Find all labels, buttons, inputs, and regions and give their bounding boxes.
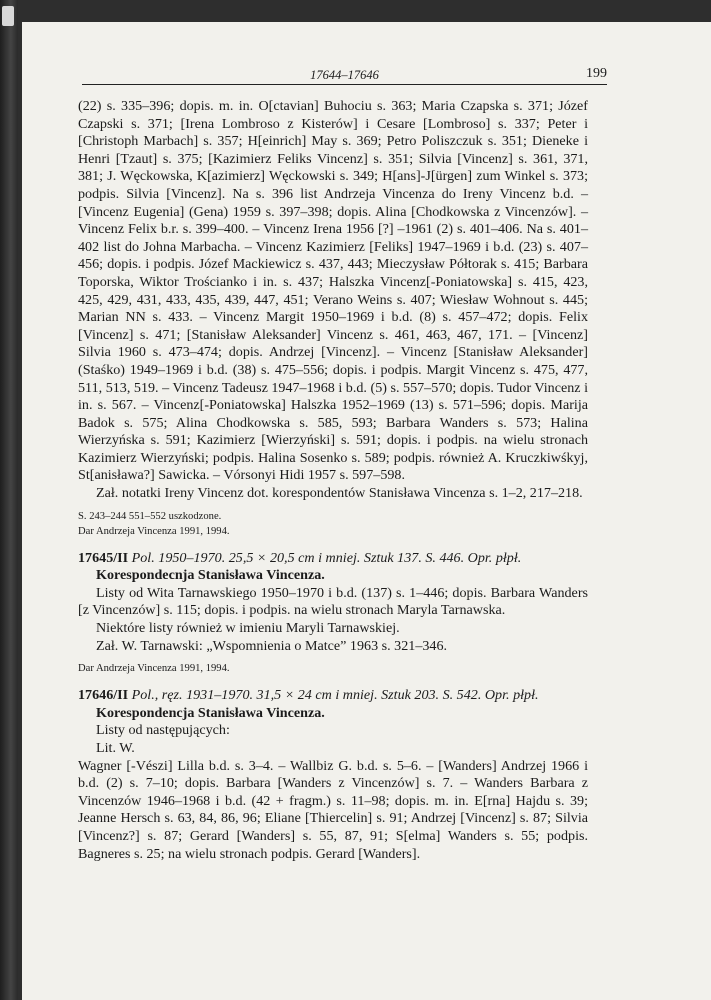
- entry-paragraph: Lit. W.: [96, 740, 135, 756]
- entry-paragraph: Listy od następujących:: [96, 722, 230, 739]
- entry-paragraph: Wagner [-Vészi] Lilla b.d. s. 3–4. – Wallbiz G. b.d. s. 5–6. – [Wanders] Andrzej 1966 i b.d. (2) s. 7–10; dopis. Barbara [Wanders z Vincenzów] s. 7. – Wanders Barbara z Vincenzów 1946–1968 i b.d. (42 + fragm.) s. 11–98; dopis. m. in. E[rna] Hajdu s. 39; Jeanne Hersch s. 63, 84, 86, 96; Eliane [Thiercelin] s. 91; Andrzej [Vincenz] s. 87; Silvia [Vincenz?] s. 87; Gerard [Wanders] s. 55, 87, 91; S[elma] Wanders s. 55; podpis. Bagneres s. 25; na wielu stronach podpis. Gerard [Wanders].: [78, 757, 588, 862]
- continuation-note-damage: S. 243–244 551–552 uszkodzone.: [78, 510, 222, 522]
- page-body: [78, 98, 588, 863]
- entry-id: 17646/II: [78, 687, 129, 704]
- entry-paragraph: Listy od Wita Tarnawskiego 1950–1970 i b.d. (137) s. 1–446; dopis. Barbara Wanders [z Vincenzów] s. 115; dopis. i podpis. na wielu stronach Maryla Tarnawska.: [78, 584, 588, 619]
- entry-heading: [78, 550, 588, 568]
- continuation-attachment: Zał. notatki Ireny Vincenz dot. korespondentów Stanisława Vincenza s. 1–2, 217–218.: [96, 485, 583, 502]
- entry-note-donation: Dar Andrzeja Vincenza 1991, 1994.: [78, 663, 230, 675]
- entry-17646: [78, 687, 588, 863]
- entry-paragraph: Niektóre listy również w imieniu Maryli Tarnawskiej.: [96, 620, 400, 637]
- continuation-text: (22) s. 335–396; dopis. m. in. O[ctavian] Buhociu s. 363; Maria Czapska s. 371; Józef Czapski s. 371; [Irena Lombroso z Kisterów] i Cesare [Lombroso] s. 337; Peter i [Christoph Marbach] s. 357; H[einrich] May s. 369; Petro Poliszczuk s. 351; Dieneke i Henri [Tzaut] s. 375; [Kazimierz Feliks Vincenz] s. 351; Silvia [Vincenz] s. 361, 371, 381; J. Węckowska, K[azimierz] Węckowski s. 349; H[ans]-J[ürgen] zum Winkel s. 373; podpis. Silvia [Vincenz]. Na s. 396 list Andrzeja Vincenza do Ireny Vincenz b.d. – [Vincenz Eugenia] (Gena) 1959 s. 397–398; dopis. Alina [Chodkowska z Vincenzów]. – Vincenz Felix b.r. s. 399–400. – Vincenz Irena 1956 [?] –1961 (2) s. 401–406. Na s. 401–402 list do Johna Marbacha. – Vincenz Kazimierz [Feliks] 1947–1969 i b.d. (23) s. 407–456; dopis. i podpis. Józef Mackiewicz s. 437, 443; Mieczysław Półtorak s. 415; Barbara Toporska, Wiktor Trościanko i in. s. 437; Halszka Vincenz[-Poniatowska] s. 415, 423, 425, 429, 431, 433, 435, 439, 447, 451; Verano Weins s. 407; Wiesław Wohnout s. 445; Marian NN s. 433. – Vincenz Margit 1950–1969 i b.d. (8) s. 457–472; dopis. Felix [Vincenz] s. 471; [Stanisław Aleksander] Vincenz s. 461, 463, 467, 171. – [Vincenz] Silvia 1960 s. 473–474; dopis. Andrzej [Vincenz]. – Vincenz [Stanisław Aleksander] (Staśko) 1949–1969 i b.d. (38) s. 475–556; dopis. i podpis. Margit Vincenz s. 475, 477, 511, 513, 519. – Vincenz Tadeusz 1947–1968 i b.d. (5) s. 557–570; dopis. Tudor Vincenz i in. s. 567. – Vincenz[-Poniatowska] Halszka 1952–1969 (13) s. 571–596; dopis. Marija Badok s. 575; Alina Chodkowska s. 585, 593; Barbara Wanders s. 573; Halina Wierzyńska s. 591; Kazimierz [Wierzyński] s. 591; dopis. i podpis. na wielu stronach Kazimierz Wierzyński; podpis. Halina Sosenko s. 589; podpis. również A. Kruczkiwśkyj, St[anisława?] Sawicka. – Vórsonyi Hidi 1957 s. 597–598.: [78, 98, 588, 484]
- header-rule: [82, 84, 607, 85]
- entry-heading: [78, 687, 588, 705]
- running-head: 17644–17646: [310, 68, 379, 82]
- entry-17644-continuation: [78, 98, 588, 539]
- entry-meta: Pol. 1950–1970. 25,5 × 20,5 cm i mniej. Sztuk 137. S. 446. Opr. płpł.: [131, 549, 522, 566]
- entry-meta: Pol., ręz. 1931–1970. 31,5 × 24 cm i mniej. Sztuk 203. S. 542. Opr. płpł.: [131, 687, 539, 704]
- entry-title: Korespondencja Stanisława Vincenza.: [96, 704, 325, 721]
- entry-17645: [78, 550, 588, 677]
- entry-title: Korespondecnja Stanisława Vincenza.: [96, 567, 325, 584]
- document-page: [22, 22, 711, 1000]
- continuation-note-donation: Dar Andrzeja Vincenza 1991, 1994.: [78, 525, 230, 537]
- page-tab-marker: [2, 6, 14, 26]
- entry-id: 17645/II: [78, 549, 129, 566]
- page-number: 199: [586, 66, 607, 81]
- entry-paragraph: Zał. W. Tarnawski: „Wspomnienia o Matce” 1963 s. 321–346.: [96, 637, 448, 654]
- book-spine-edge: [0, 0, 18, 1000]
